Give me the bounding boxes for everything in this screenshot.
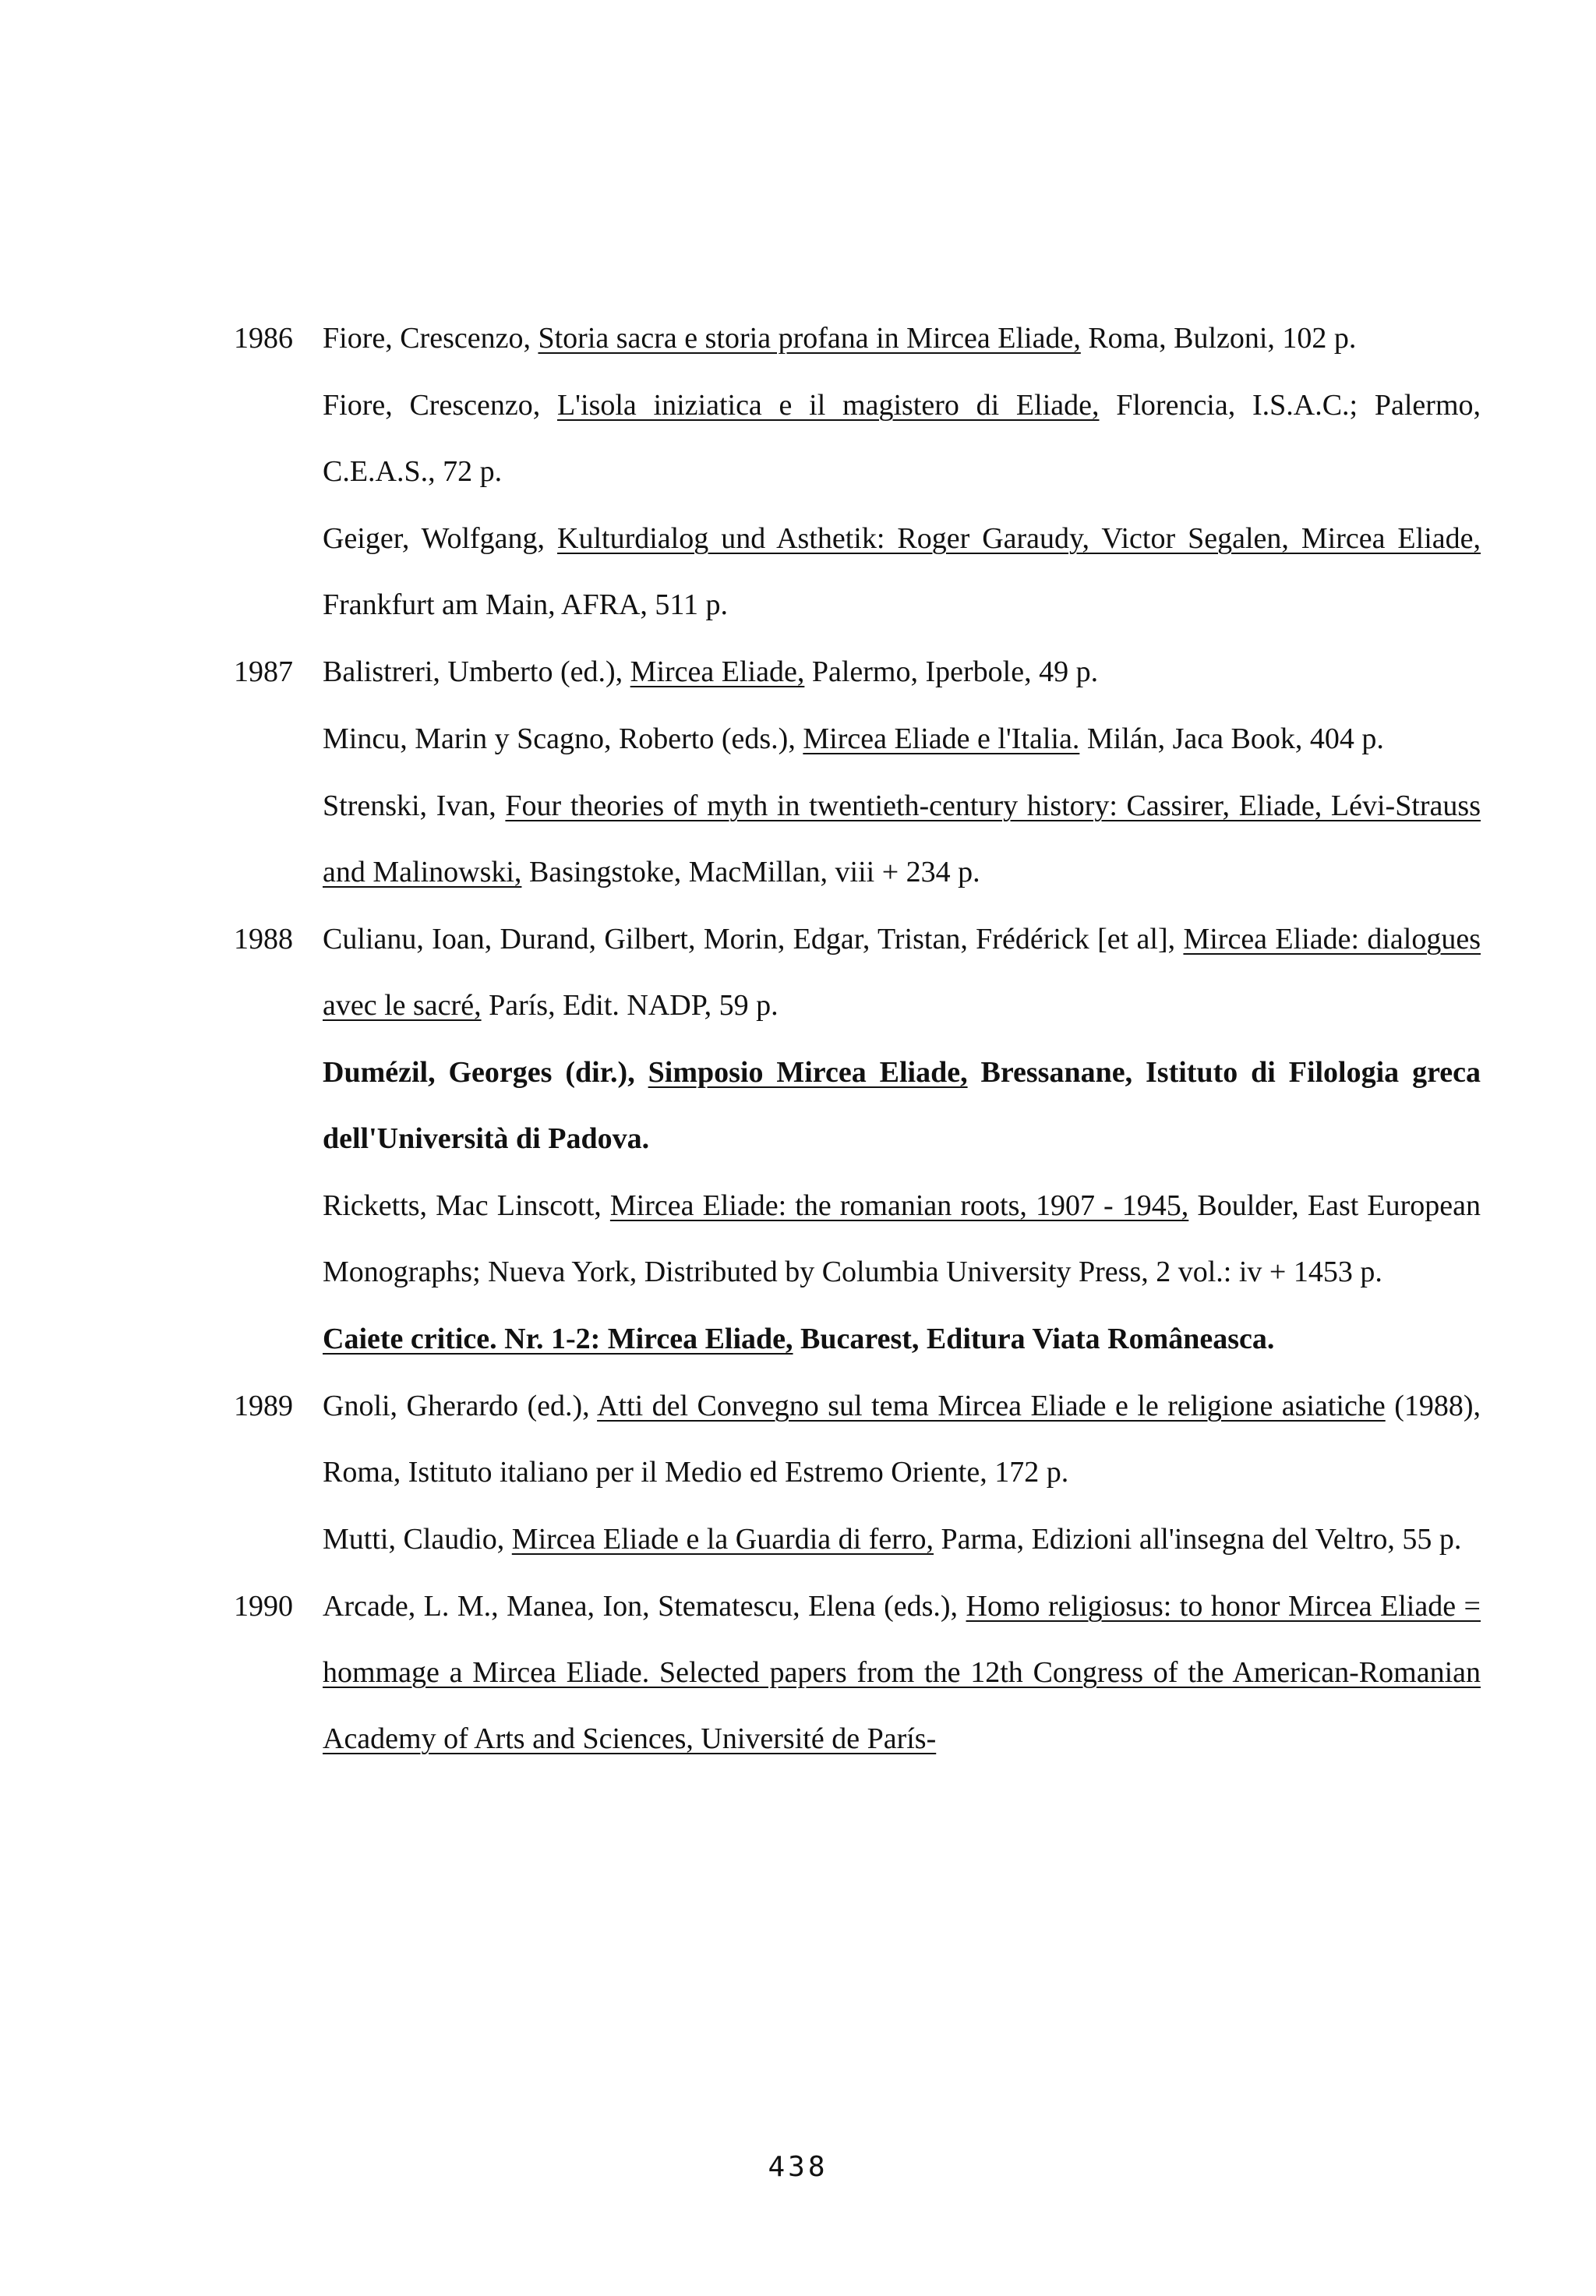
bibliography-entry	[323, 506, 1481, 638]
entries-list	[323, 1574, 1481, 1773]
entry-publication: Roma, Bulzoni, 102 p.	[1080, 322, 1357, 355]
year-group	[234, 1373, 1481, 1574]
bibliography-entry	[323, 1040, 1481, 1172]
entry-author: Strenski, Ivan,	[323, 789, 506, 822]
bibliography-entry	[323, 639, 1481, 705]
year-label: 1989	[234, 1390, 293, 1422]
entries-list	[323, 1373, 1481, 1574]
entry-author: Dumézil, Georges (dir.),	[323, 1056, 648, 1089]
entry-title: Atti del Convegno sul tema Mircea Eliade e le religione asiatiche	[597, 1390, 1386, 1422]
entry-publication: Milán, Jaca Book, 404 p.	[1079, 722, 1384, 755]
entry-author: Arcade, L. M., Manea, Ion, Stematescu, Elena (eds.),	[323, 1590, 966, 1623]
bibliography-entry	[323, 1507, 1481, 1573]
entries-list	[323, 639, 1481, 906]
year-label: 1990	[234, 1590, 293, 1623]
entry-title: Homo religiosus: to honor Mircea Eliade = hommage a Mircea Eliade. Selected papers from the 12th Congress of the American-Romanian Academy of Arts and Sciences, Université de París-	[323, 1590, 1481, 1755]
entry-publication: Frankfurt am Main, AFRA, 511 p.	[323, 588, 729, 621]
entry-title: Mircea Eliade e l'Italia.	[803, 722, 1080, 755]
bibliography-entry	[323, 906, 1481, 1039]
entry-author: Fiore, Crescenzo,	[323, 389, 557, 422]
bibliography-entry	[323, 306, 1481, 372]
entry-title: Mircea Eliade: dialogues avec le sacré,	[323, 923, 1481, 1022]
entry-title: Mircea Eliade,	[630, 655, 805, 688]
bibliography-entry	[323, 1173, 1481, 1305]
entry-author: Fiore, Crescenzo,	[323, 322, 538, 355]
entry-title: Simposio Mircea Eliade,	[648, 1056, 968, 1089]
entry-title: Caiete critice. Nr. 1-2: Mircea Eliade,	[323, 1323, 793, 1355]
entries-list	[323, 306, 1481, 639]
entries-list	[323, 906, 1481, 1373]
bibliography-entry	[323, 373, 1481, 505]
year-group	[234, 639, 1481, 906]
bibliography-entry	[323, 773, 1481, 906]
entry-author: Balistreri, Umberto (ed.),	[323, 655, 630, 688]
entry-author: Mutti, Claudio,	[323, 1523, 512, 1556]
entry-author: Gnoli, Gherardo (ed.),	[323, 1390, 598, 1422]
entry-publication: Florencia, I.S.A.C.; Palermo, C.E.A.S., 72 p.	[323, 389, 1481, 488]
bibliography-entry	[323, 1306, 1481, 1372]
entry-publication: Bucarest, Editura Viata Româneasca.	[793, 1323, 1275, 1355]
entry-publication: (1988), Roma, Istituto italiano per il Medio ed Estremo Oriente, 172 p.	[323, 1390, 1481, 1489]
entry-publication: Basingstoke, MacMillan, viii + 234 p.	[521, 856, 980, 888]
bibliography-entry	[323, 1574, 1481, 1772]
page-number: 438	[768, 2151, 828, 2183]
year-group	[234, 906, 1481, 1373]
year-group	[234, 1574, 1481, 1773]
bibliography-entry	[323, 1373, 1481, 1506]
entry-author: Mincu, Marin y Scagno, Roberto (eds.),	[323, 722, 803, 755]
entry-publication: Boulder, East European Monographs; Nueva York, Distributed by Columbia University Press, 2 vol.: iv + 1453 p.	[323, 1189, 1481, 1288]
entry-publication: Palermo, Iperbole, 49 p.	[804, 655, 1099, 688]
entry-author: Culianu, Ioan, Durand, Gilbert, Morin, Edgar, Tristan, Frédérick [et al],	[323, 923, 1184, 955]
entry-publication: Parma, Edizioni all'insegna del Veltro, 55 p.	[934, 1523, 1462, 1556]
bibliography-list	[234, 306, 1481, 1773]
bibliography-entry	[323, 706, 1481, 772]
year-label: 1987	[234, 655, 293, 688]
entry-publication: París, Edit. NADP, 59 p.	[481, 989, 779, 1022]
entry-author: Ricketts, Mac Linscott,	[323, 1189, 610, 1222]
entry-title: Kulturdialog und Asthetik: Roger Garaudy, Victor Segalen, Mircea Eliade,	[557, 522, 1481, 555]
entry-title: L'isola iniziatica e il magistero di Eliade,	[556, 389, 1100, 422]
entry-publication: Bressanane, Istituto di Filologia greca dell'Università di Padova.	[323, 1056, 1481, 1155]
entry-title: Mircea Eliade: the romanian roots, 1907 - 1945,	[609, 1189, 1189, 1222]
entry-title: Storia sacra e storia profana in Mircea Eliade,	[538, 322, 1081, 355]
entry-author: Geiger, Wolfgang,	[323, 522, 558, 555]
year-label: 1988	[234, 923, 293, 955]
year-label: 1986	[234, 322, 293, 355]
entry-title: Four theories of myth in twentieth-century history: Cassirer, Eliade, Lévi-Strauss and Malinowski,	[323, 789, 1481, 888]
entry-title: Mircea Eliade e la Guardia di ferro,	[511, 1523, 934, 1556]
year-group	[234, 306, 1481, 639]
